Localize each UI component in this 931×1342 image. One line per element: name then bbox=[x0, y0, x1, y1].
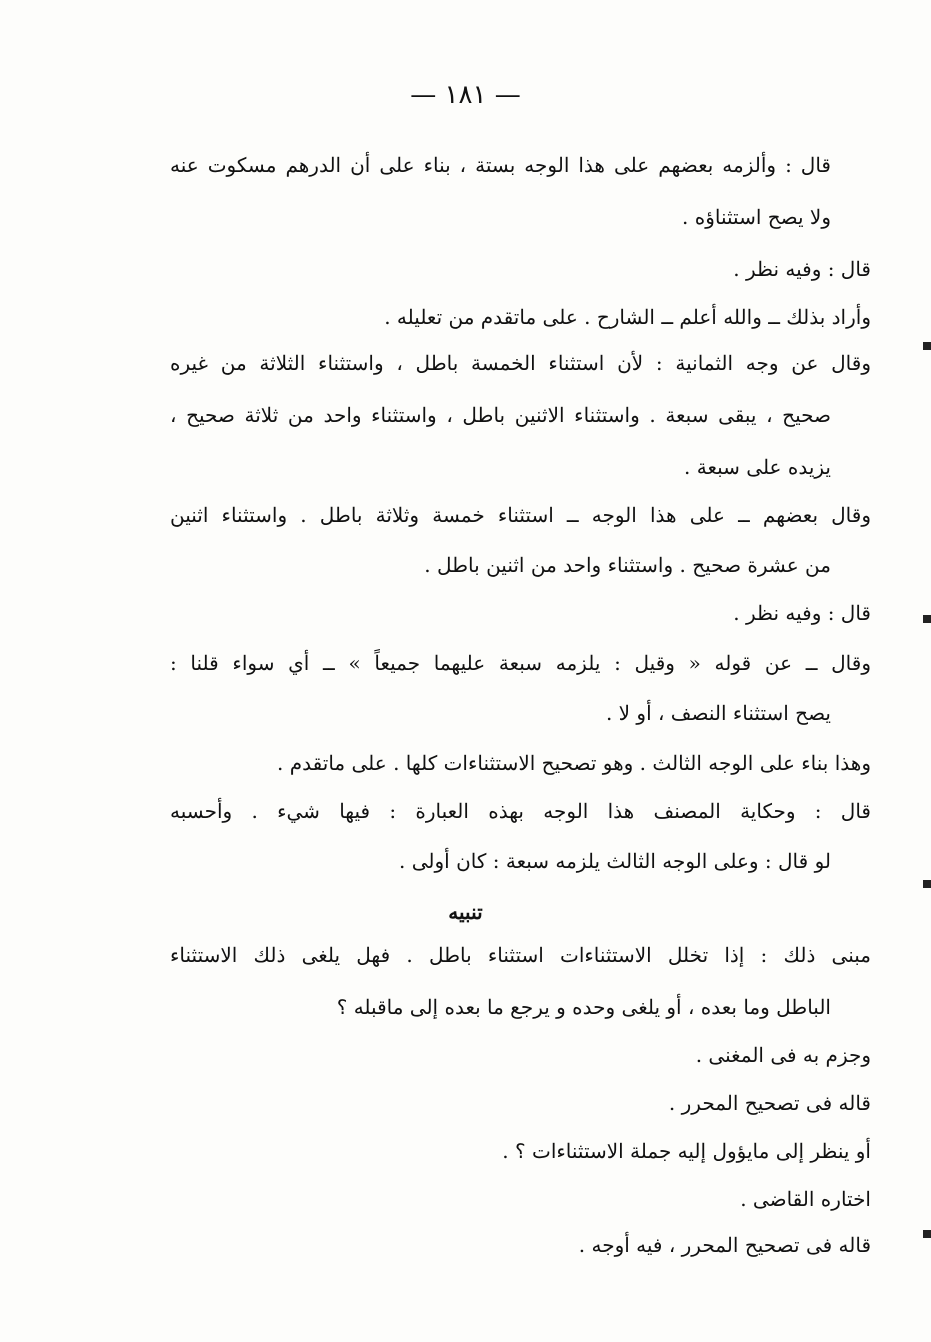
text-line: الباطل وما بعده ، أو يلغى وحده و يرجع ما بعده إلى ماقبله ؟ bbox=[336, 995, 831, 1019]
text-line: يزيده على سبعة . bbox=[684, 455, 831, 479]
text-line: أو ينظر إلى مايؤول إليه جملة الاستثناءات ؟ . bbox=[502, 1139, 871, 1163]
text-line: قال : وحكاية المصنف هذا الوجه بهذه العبارة : فيها شيء . وأحسبه bbox=[170, 799, 871, 823]
text-line: يصح استثناء النصف ، أو لا . bbox=[605, 701, 831, 725]
text-line: وقال ــ عن قوله « وقيل : يلزمه سبعة عليهما جميعاً » ــ أي سواء قلنا : bbox=[170, 651, 871, 675]
text-block-top bbox=[170, 150, 871, 890]
text-line: وقال عن وجه الثمانية : لأن استثناء الخمسة باطل ، واستثناء الثلاثة من غيره bbox=[170, 351, 871, 375]
text-line: وهذا بناء على الوجه الثالث . وهو تصحيح الاستثناءات كلها . على ماتقدم . bbox=[277, 751, 871, 775]
page-number: — ١٨١ — bbox=[410, 80, 521, 110]
margin-mark bbox=[923, 342, 931, 350]
text-line: قال : وألزمه بعضهم على هذا الوجه بستة ، بناء على أن الدرهم مسكوت عنه bbox=[170, 153, 831, 177]
text-block-bottom bbox=[170, 940, 871, 1270]
text-line: قاله فى تصحيح المحرر . bbox=[668, 1091, 871, 1115]
text-line: وأراد بذلك ــ والله أعلم ــ الشارح . على ماتقدم من تعليله . bbox=[384, 305, 871, 329]
text-line: وجزم به فى المغنى . bbox=[695, 1043, 871, 1067]
text-line: قاله فى تصحيح المحرر ، فيه أوجه . bbox=[578, 1233, 871, 1257]
section-heading: تنبيه bbox=[448, 900, 483, 924]
text-line: قال : وفيه نظر . bbox=[733, 601, 871, 625]
margin-mark bbox=[923, 1230, 931, 1238]
text-line: لو قال : وعلى الوجه الثالث يلزمه سبعة : كان أولى . bbox=[399, 849, 831, 873]
text-line: من عشرة صحيح . واستثناء واحد من اثنين باطل . bbox=[424, 553, 831, 577]
text-line: اختاره القاضى . bbox=[740, 1187, 871, 1211]
text-line: قال : وفيه نظر . bbox=[733, 257, 871, 281]
text-line: مبنى ذلك : إذا تخلل الاستثناءات استثناء باطل . فهل يلغى ذلك الاستثناء bbox=[170, 943, 871, 967]
text-line: وقال بعضهم ــ على هذا الوجه ــ استثناء خمسة وثلاثة باطل . واستثناء اثنين bbox=[170, 503, 871, 527]
margin-mark bbox=[923, 615, 931, 623]
margin-mark bbox=[923, 880, 931, 888]
text-line: صحيح ، يبقى سبعة . واستثناء الاثنين باطل ، واستثناء واحد من ثلاثة صحيح ، bbox=[170, 403, 831, 427]
text-line: ولا يصح استثناؤه . bbox=[682, 205, 831, 229]
